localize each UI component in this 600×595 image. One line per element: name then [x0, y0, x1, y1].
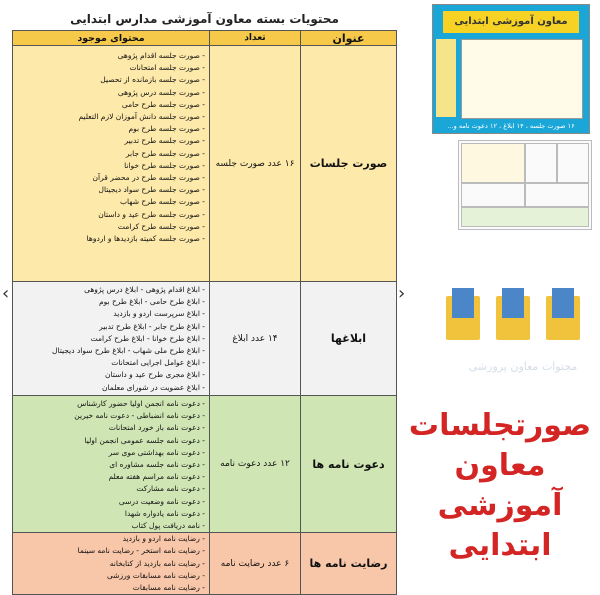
list-item: - صورت جلسه دانش آموزان لازم التعلیم [78, 112, 205, 122]
list-item: - دعوت نامه انضباطی - دعوت نامه خیرین [74, 411, 205, 421]
section-items [13, 282, 210, 396]
list-item: - دعوت نامه بهداشتی موی سر [108, 447, 205, 457]
poster-side-strip [436, 39, 456, 117]
list-item: - ابلاغ طرح خوانا - ابلاغ طرح کرامت [90, 333, 205, 343]
list-item: - دعوت نامه مشارکت [136, 484, 205, 494]
list-item: - صورت جلسه کمیته بازدیدها و اردوها [86, 234, 205, 244]
list-item: - دعوت نامه جلسه عمومی انجمن اولیا [84, 435, 205, 445]
promo-line: صورتجلسات [408, 408, 592, 443]
list-item: - ابلاغ طرح ملی شهاب - ابلاغ طرح سواد دیجیتال [52, 346, 205, 356]
list-item: - ابلاغ طرح جابر - ابلاغ طرح تدبیر [99, 321, 205, 331]
preview-cell [461, 143, 525, 183]
watermark-text: محتوات معاون پرورشی [468, 360, 578, 373]
list-item: - صورت جلسه طرح بوم [128, 124, 205, 134]
header-count: تعداد [210, 31, 301, 46]
preview-cell [525, 183, 589, 207]
list-item: - صورت جلسه طرح حامی [121, 99, 205, 109]
section-items [13, 46, 210, 282]
list-item: - رضایت نامه مسابقات ورزشی [106, 570, 205, 580]
section-items [13, 396, 210, 533]
content-table-panel [12, 8, 397, 593]
table-row [13, 282, 397, 396]
table-preview-thumbnail[interactable] [458, 140, 592, 230]
list-item: - ابلاغ طرح حامی - ابلاغ طرح بوم [98, 297, 205, 307]
section-count: ۱۲ عدد دعوت نامه [210, 396, 301, 533]
poster-banner: معاون آموزشی ابتدایی [443, 11, 579, 33]
list-item: - صورت جلسه بازمانده از تحصیل [100, 75, 205, 85]
list-item: - ابلاغ مجری طرح عید و داستان [104, 370, 205, 380]
list-item: - رضایت نامه اردو و بازدید [122, 534, 205, 544]
chevron-right-icon[interactable]: › [398, 283, 406, 304]
preview-cell [461, 183, 525, 207]
list-item: - دعوت نامه یادواره شهدا [124, 508, 205, 518]
preview-cell [557, 143, 589, 183]
promo-line: معاون آموزشی [437, 448, 563, 523]
section-title: صورت جلسات [301, 46, 397, 282]
section-count: ۶ عدد رضایت نامه [210, 533, 301, 595]
list-item: - صورت جلسه طرح جابر [125, 148, 205, 158]
list-item: - ابلاغ اقدام پژوهی - ابلاغ درس پژوهی [84, 285, 205, 294]
content-table [12, 30, 397, 595]
list-item: - دعوت نامه مراسم هفته معلم [108, 472, 205, 482]
list-item: - صورت جلسه طرح کرامت [117, 221, 205, 231]
list-item: - رضایت نامه استخر - رضایت نامه سینما [77, 546, 205, 556]
table-row [13, 46, 397, 282]
list-item: - صورت جلسه امتحانات [129, 63, 205, 73]
page-title: محتویات بسته معاون آموزشی مدارس ابتدایی [70, 12, 339, 26]
section-title: رضایت نامه ها [301, 533, 397, 595]
list-item: - ابلاغ سرپرست اردو و بازدید [113, 309, 205, 319]
promo-line: ابتدایی [448, 528, 552, 563]
list-item: - نامه دریافت پول کتاب [131, 521, 205, 531]
folder-icons-group [440, 282, 590, 352]
section-items [13, 533, 210, 595]
list-item: - صورت جلسه طرح عید و داستان [98, 209, 205, 219]
list-item: - صورت جلسه درس پژوهی [117, 87, 205, 97]
list-item: - صورت جلسه اقدام پژوهی [117, 51, 205, 60]
section-title: ابلاغها [301, 282, 397, 396]
folder-icon [446, 296, 480, 340]
table-row [13, 533, 397, 595]
list-item: - دعوت نامه باز خورد امتحانات [108, 423, 205, 433]
list-item: - صورت جلسه طرح تدبیر [124, 136, 205, 146]
table-header-row [13, 31, 397, 46]
list-item: - صورت جلسه طرح سواد دیجیتال [98, 185, 205, 195]
preview-cell [461, 207, 589, 227]
preview-cell [525, 143, 557, 183]
header-content: محتوای موجود [13, 31, 210, 46]
list-item: - رضایت نامه مسابقات [132, 583, 205, 593]
table-row [13, 396, 397, 533]
folder-icon [546, 296, 580, 340]
list-item: - رضایت نامه بازدید از کتابخانه [109, 558, 205, 568]
list-item: - صورت جلسه طرح شهاب [119, 197, 205, 207]
section-title: دعوت نامه ها [301, 396, 397, 533]
folder-icon [496, 296, 530, 340]
header-title: عنوان [301, 31, 397, 46]
list-item: - دعوت نامه وضعیت درسی [118, 496, 205, 506]
list-item: - صورت جلسه طرح در محضر قرآن [92, 173, 205, 183]
product-poster-thumbnail[interactable] [432, 4, 590, 134]
section-count: ۱۴ عدد ابلاغ [210, 282, 301, 396]
list-item: - صورت جلسه طرح خوانا [124, 160, 205, 170]
promo-heading [404, 406, 596, 566]
chevron-left-icon[interactable]: ‹ [2, 283, 10, 304]
list-item: - ابلاغ عضویت در شورای معلمان [102, 382, 205, 392]
section-count: ۱۶ عدد صورت جلسه [210, 46, 301, 282]
list-item: - دعوت نامه انجمن اولیا حضور کارشناس [77, 399, 205, 408]
list-item: - ابلاغ عوامل اجرایی امتحانات [111, 358, 205, 368]
list-item: - دعوت نامه جلسه مشاوره ای [109, 460, 205, 470]
poster-footer: ۱۶ صورت جلسه ، ۱۴ ابلاغ ، ۱۲ دعوت نامه و... [447, 122, 575, 130]
poster-document-preview [461, 39, 583, 119]
